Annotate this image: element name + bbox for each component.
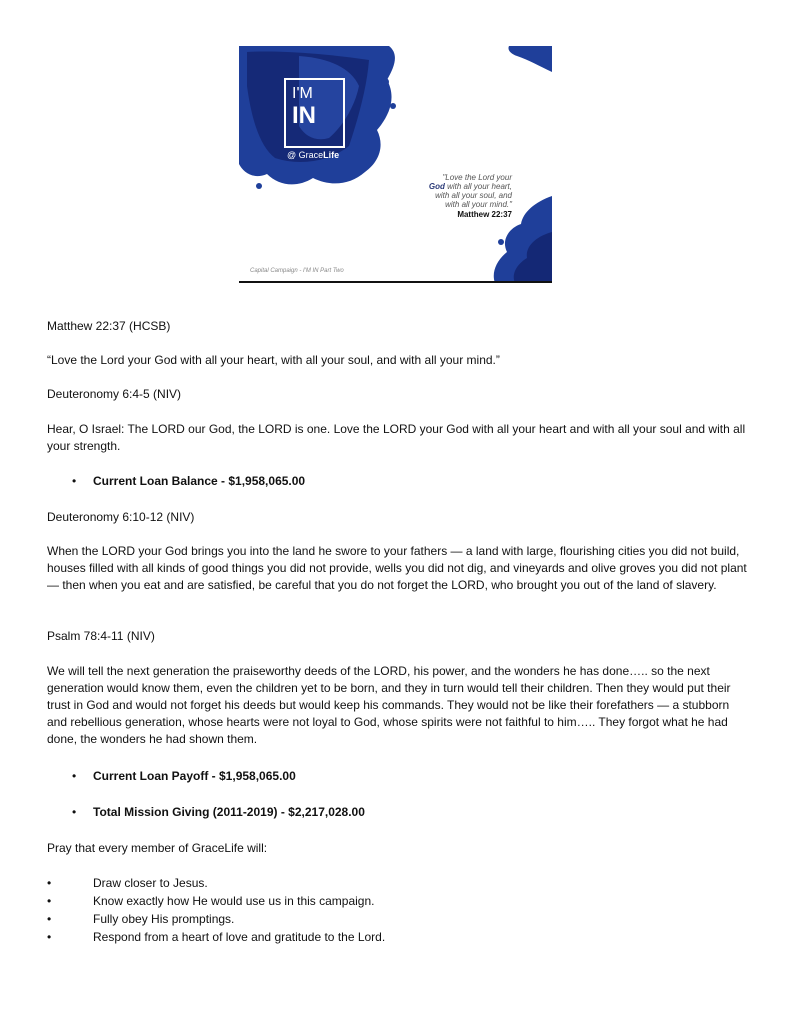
list-item: Fully obey His promptings. (93, 912, 235, 926)
verse-deut-6-10: When the LORD your God brings you into the land he swore to your fathers — a land with large, flourishing cities you did not build, houses filled with all kinds of good things you did not provide, wells you did not dig, and vineyards and olive groves you did not plant — then when you eat and are satisfied, be careful that you do not forget the LORD, who brought you out of the land of slavery. (47, 544, 747, 592)
quote-god-word: God (428, 182, 445, 191)
mission-giving-bullet: Total Mission Giving (2011-2019) - $2,217,028.00 (93, 805, 365, 819)
im-in-logo (284, 78, 345, 148)
loan-balance-bullet: Current Loan Balance - $1,958,065.00 (93, 474, 306, 488)
prayer-intro: Pray that every member of GraceLife will: (47, 841, 268, 855)
quote-line-3: with all your soul, and (435, 191, 512, 200)
reference-psalm-78: Psalm 78:4-11 (NIV) (47, 629, 155, 643)
list-bullet-glyph: • (47, 930, 52, 944)
verse-matthew: “Love the Lord your God with all your heart, with all your soul, and with all your mind.” (47, 353, 500, 367)
gracelife-wordmark (287, 150, 339, 160)
quote-line-4: with all your mind." (445, 200, 512, 209)
quote-reference: Matthew 22:37 (457, 210, 512, 219)
bullet-glyph: • (72, 769, 77, 783)
banner-caption: Capital Campaign - I'M IN Part Two (250, 268, 344, 274)
list-item: Know exactly how He would use us in this campaign. (93, 894, 375, 908)
reference-deut-6-10: Deuteronomy 6:10-12 (NIV) (47, 510, 195, 524)
wordmark-prefix: @ Grace (287, 150, 324, 160)
bullet-glyph: • (72, 805, 77, 819)
campaign-banner (239, 46, 552, 283)
list-item: Respond from a heart of love and gratitude to the Lord. (93, 930, 386, 944)
wordmark-bold: Life (323, 150, 340, 160)
list-item: Draw closer to Jesus. (93, 876, 208, 890)
verse-psalm-78: We will tell the next generation the praiseworthy deeds of the LORD, his power, and the wonders he has done….. so the next generation would know them, even the children yet to be born, and they in turn would tell their children. Then they would put their trust in God and would not forget his deeds but would keep his commands. They would not be like their forefathers — a stubborn and rebellious generation, whose hearts were not loyal to God, whose spirits were not faithful to him….. They forgot what he had done, the wonders he had shown them. (47, 664, 731, 746)
reference-matthew: Matthew 22:37 (HCSB) (47, 319, 171, 333)
reference-deut-6-4: Deuteronomy 6:4-5 (NIV) (47, 387, 182, 401)
list-bullet-glyph: • (47, 912, 52, 926)
list-bullet-glyph: • (47, 876, 52, 890)
quote-line-1: "Love the Lord your (442, 173, 512, 182)
verse-deut-6-4: Hear, O Israel: The LORD our God, the LORD is one. Love the LORD your God with all your heart and with all your soul and with all your strength. (47, 422, 746, 453)
bullet-glyph: • (72, 474, 77, 488)
logo-im-text: I'M (292, 85, 313, 102)
loan-payoff-bullet: Current Loan Payoff - $1,958,065.00 (93, 769, 296, 783)
logo-in-text: IN (292, 102, 316, 129)
banner-bottom-rule (239, 281, 552, 283)
list-bullet-glyph: • (47, 894, 52, 908)
banner-quote (382, 173, 512, 219)
quote-line-2: with all your heart, (444, 182, 512, 191)
